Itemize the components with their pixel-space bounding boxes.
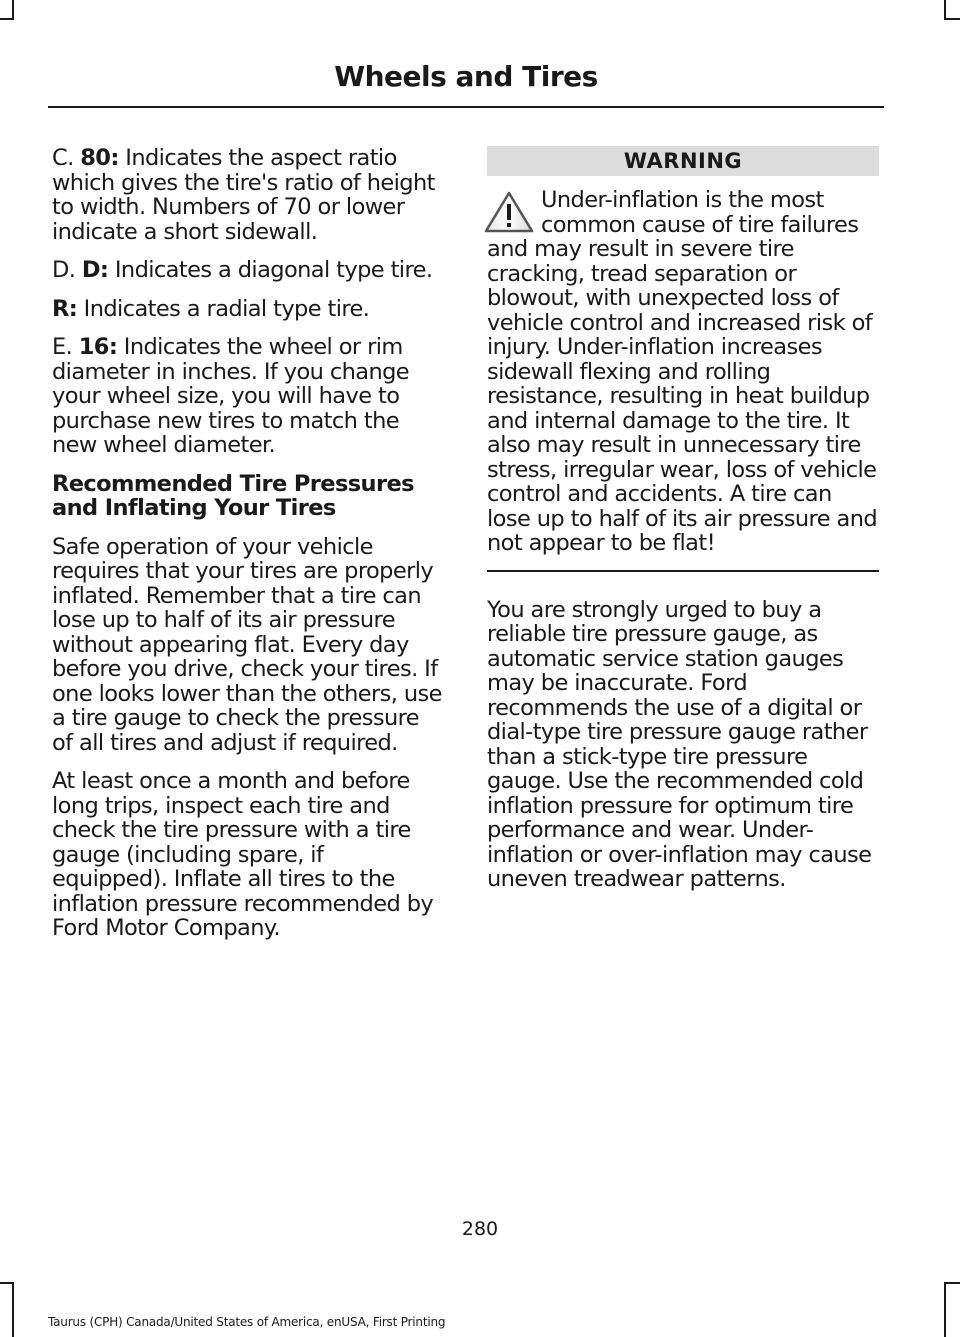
crop-mark-bottom-right-h <box>944 1282 960 1284</box>
warning-text: Under-inflation is the most common cause of tire failures and may result in severe tire cracking, tread separation or blowout, with unexpected loss of vehicle control and increased risk of injury. Under-inflation increases sidewall flexing and rolling resistance, resulting in heat buildup and internal damage to the tire. It also may result in unnecessary tire stress, irregular wear, loss of vehicle control and accidents. A tire can lose up to half of its air pressure and not appear to be flat! <box>487 187 878 556</box>
body-paragraph: At least once a month and before long trips, inspect each tire and check the tire pressure with a tire gauge (including spare, if equipped). Inflate all tires to the inflation pressure recommended by Ford Motor Company. <box>52 768 434 941</box>
crop-mark-bottom-right-v <box>944 1282 946 1337</box>
item-prefix: E. <box>52 334 79 360</box>
warning-box <box>487 146 879 572</box>
footer-text: Taurus (CPH) Canada/United States of America, enUSA, First Printing <box>48 1315 446 1329</box>
item-term: D: <box>81 257 109 283</box>
item-text: Indicates a radial type tire. <box>77 295 370 322</box>
item-term: 80: <box>80 145 119 171</box>
item-term: 16: <box>78 334 118 360</box>
header-rule <box>48 106 884 108</box>
item-prefix: C. <box>52 145 81 171</box>
body-paragraph: Safe operation of your vehicle requires that your tires are properly inflated. Remember that a tire can lose up to half of its air pressure without appearing flat. Every day before you drive, check your tires. If one looks lower than the others, use a tire gauge to check the pressure of all tires and adjust if required. <box>52 533 442 756</box>
body-paragraph: You are strongly urged to buy a reliable tire pressure gauge, as automatic service station gauges may be inaccurate. Ford recommends the use of a digital or dial-type tire pressure gauge rather than a stick-type tire pressure gauge. Use the recommended cold inflation pressure for optimum tire performance and wear. Under-inflation or over-inflation may cause uneven treadwear patterns. <box>487 596 872 892</box>
item-e-paragraph <box>52 335 444 458</box>
crop-mark-top-left-v <box>12 0 14 20</box>
page-number: 280 <box>461 1218 499 1240</box>
crop-mark-top-right-v <box>944 0 946 20</box>
item-r-paragraph <box>52 297 444 322</box>
item-text: Indicates the aspect ratio which gives the tire's ratio of height to width. Numbers of 70 or lower indicate a short sidewall. <box>52 145 435 245</box>
item-prefix: D. <box>52 257 82 283</box>
section-heading: Recommended Tire Pressures and Inflating Your Tires <box>52 470 414 521</box>
crop-mark-top-left-h <box>0 18 14 20</box>
item-text: Indicates a diagonal type tire. <box>108 257 433 283</box>
item-term: R: <box>52 295 78 322</box>
page-title: Wheels and Tires <box>334 60 598 93</box>
item-c-paragraph <box>52 146 444 244</box>
page-header <box>48 60 884 101</box>
left-column <box>52 146 444 955</box>
warning-label: WARNING <box>487 146 879 176</box>
item-text: Indicates the wheel or rim diameter in inches. If you change your wheel size, you will have to purchase new tires to match the new wheel diameter. <box>52 334 410 458</box>
warning-triangle-icon <box>483 190 535 234</box>
crop-mark-bottom-left-h <box>0 1282 14 1284</box>
crop-mark-top-right-h <box>944 18 960 20</box>
right-column <box>487 146 879 906</box>
crop-mark-bottom-left-v <box>12 1282 14 1337</box>
item-d-paragraph <box>52 258 444 283</box>
